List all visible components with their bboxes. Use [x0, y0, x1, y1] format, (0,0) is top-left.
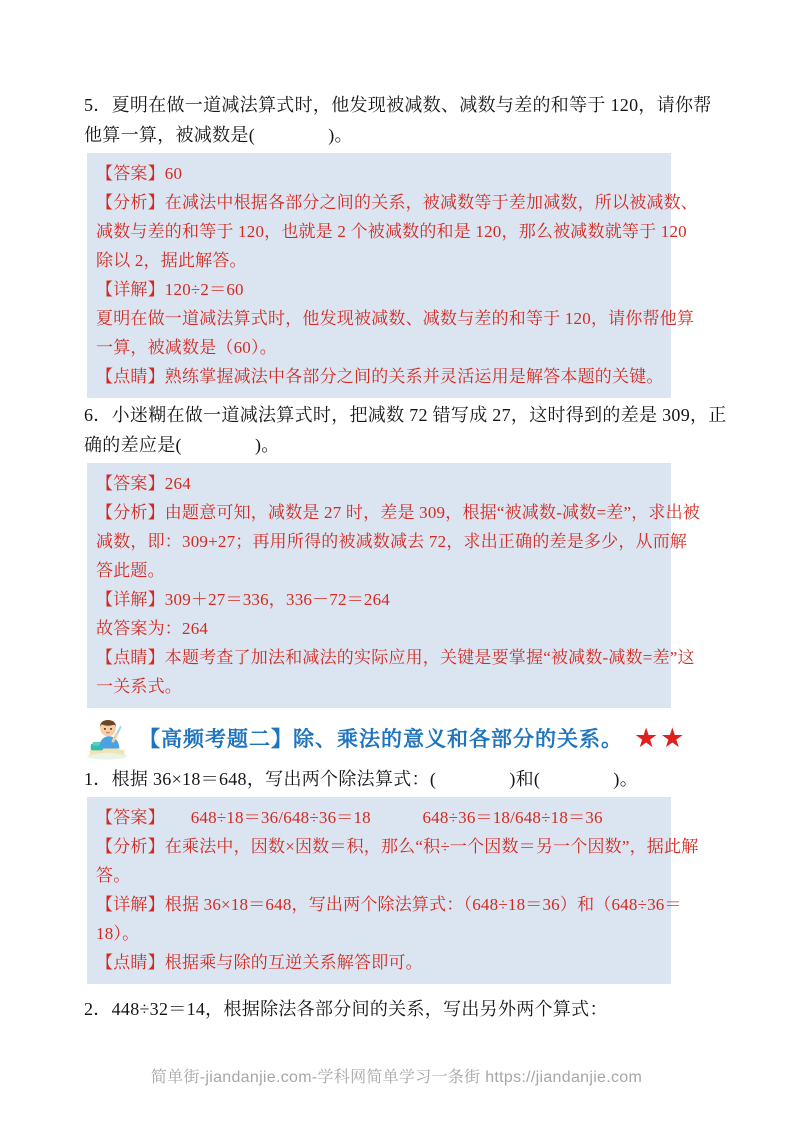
question-5-line-2: 他算一算，被减数是( )。 [84, 125, 353, 145]
answer-block-6 [87, 463, 700, 708]
star-icon: ★ [660, 722, 685, 753]
analysis-6-line: 【分析】由题意可知，减数是 27 时，差是 309，根据“被减数-减数=差”，求出被 [96, 503, 700, 522]
analysis-6-line: 答此题。 [96, 561, 165, 580]
answer-block-1 [87, 797, 699, 984]
analysis-6-line: 减数，即：309+27；再用所得的被减数减去 72，求出正确的差是多少，从而解 [96, 532, 688, 551]
answer-5-line: 【答案】60 [96, 164, 183, 183]
answer-6-line: 【答案】264 [96, 474, 191, 493]
tip-1-line: 【点睛】根据乘与除的互逆关系解答即可。 [96, 953, 423, 972]
question-6-line-2: 确的差应是( )。 [84, 435, 280, 455]
student-mascot-icon [84, 716, 130, 760]
question-1 [84, 764, 724, 794]
detail-6-line: 【详解】309＋27＝336，336－72＝264 [96, 590, 390, 609]
question-1-line-1: 1．根据 36×18＝648，写出两个除法算式：( )和( )。 [84, 769, 639, 789]
question-2 [84, 994, 724, 1024]
analysis-5-line: 除以 2，据此解答。 [96, 251, 247, 270]
detail-5-line: 一算，被减数是（60）。 [96, 338, 277, 357]
detail-6-line: 故答案为：264 [96, 619, 209, 638]
detail-5-line: 夏明在做一道减法算式时，他发现被减数、减数与差的和等于 120，请你帮他算 [96, 309, 695, 328]
question-5-line-1: 5．夏明在做一道减法算式时，他发现被减数、减数与差的和等于 120，请你帮 [84, 95, 712, 115]
detail-1-line: 18）。 [96, 924, 140, 943]
analysis-1-line: 【分析】在乘法中，因数×因数＝积，那么“积÷一个因数＝另一个因数”，据此解 [96, 837, 699, 856]
question-5 [84, 90, 724, 150]
analysis-1-line: 答。 [96, 866, 131, 885]
page-content [84, 90, 727, 1024]
tip-6-line: 【点睛】本题考查了加法和减法的实际应用，关键是要掌握“被减数-减数=差”这 [96, 648, 695, 667]
analysis-5-line: 减数与差的和等于 120，也就是 2 个被减数的和是 120，那么被减数就等于 120 [96, 222, 687, 241]
answer-1-line: 【答案】 648÷18＝36/648÷36＝18 648÷36＝18/648÷18＝36 [96, 808, 603, 827]
detail-1-line: 【详解】根据 36×18＝648，写出两个除法算式：（648÷18＝36）和（648÷36＝ [96, 895, 682, 914]
footer-watermark: 简单街-jiandanjie.com-学科网简单学习一条街 https://jiandanjie.com [150, 1069, 643, 1086]
section-heading-2 [84, 714, 724, 762]
rating-stars [634, 722, 685, 753]
star-icon: ★ [634, 722, 659, 753]
question-2-line-1: 2．448÷32＝14，根据除法各部分间的关系，写出另外两个算式： [84, 999, 608, 1019]
detail-5-line: 【详解】120÷2＝60 [96, 280, 244, 299]
tip-5-line: 【点睛】熟练掌握减法中各部分之间的关系并灵活运用是解答本题的关键。 [96, 367, 664, 386]
analysis-5-line: 【分析】在减法中根据各部分之间的关系，被减数等于差加减数，所以被减数、 [96, 193, 698, 212]
answer-block-5 [87, 153, 698, 398]
question-6-line-1: 6．小迷糊在做一道减法算式时，把减数 72 错写成 27，这时得到的差是 309，正 [84, 405, 727, 425]
question-6 [84, 400, 727, 460]
tip-6-line: 一关系式。 [96, 677, 182, 696]
section-title: 【高频考题二】除、乘法的意义和各部分的关系。 [139, 728, 623, 751]
